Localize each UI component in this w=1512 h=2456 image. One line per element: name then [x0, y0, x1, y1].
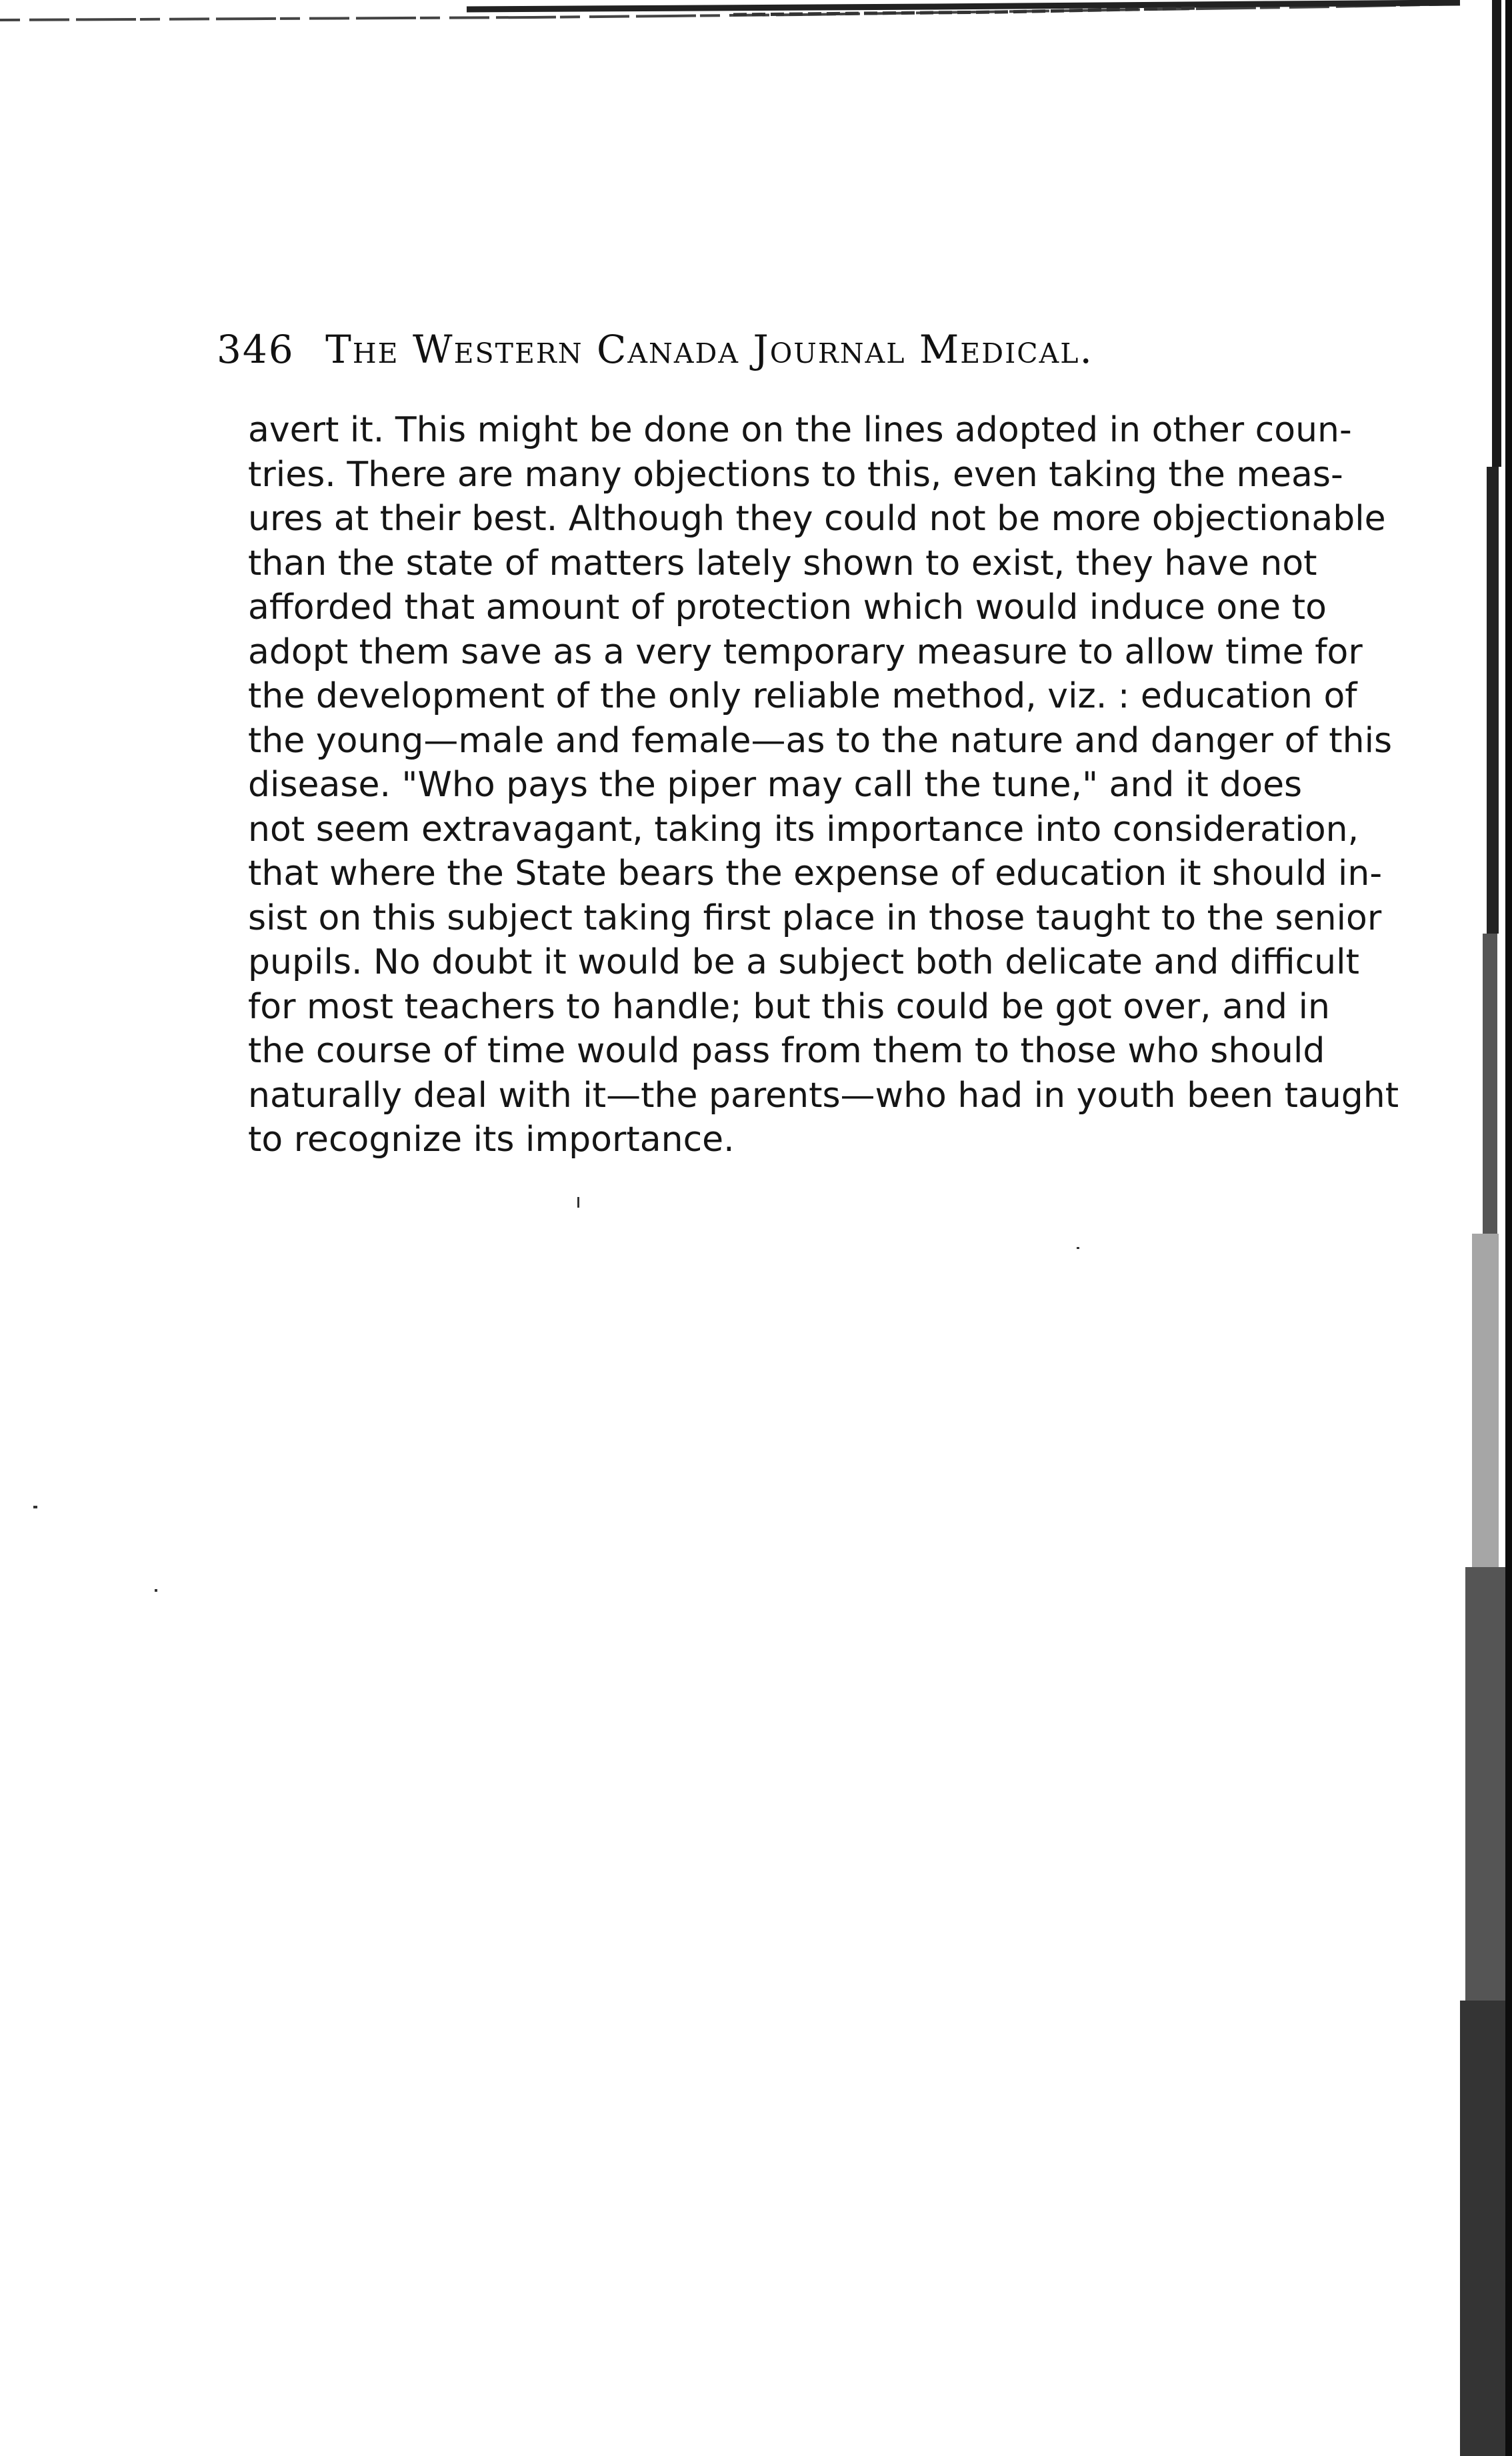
body-paragraph: [248, 408, 1399, 1162]
text-line: the young—male and female—as to the nature and danger of this: [248, 720, 1393, 761]
text-line: that where the State bears the expense of education it should in-: [248, 854, 1383, 894]
text-line: than the state of matters lately shown to exist, they have not: [248, 543, 1317, 583]
page-number: 346: [217, 327, 295, 372]
text-line: tries. There are many objections to this, even taking the meas-: [248, 454, 1343, 495]
stray-mark: [33, 1506, 37, 1508]
text-line: to recognize its importance.: [248, 1120, 735, 1160]
scan-edge-right: [1452, 0, 1512, 2456]
text-line: adopt them save as a very temporary measure to allow time for: [248, 632, 1363, 672]
text-line: sist on this subject taking first place in those taught to the senior: [248, 898, 1382, 938]
text-line: the development of the only reliable method, viz. : education of: [248, 676, 1357, 716]
stray-mark: [155, 1589, 157, 1592]
text-line: avert it. This might be done on the lines adopted in other coun-: [248, 410, 1352, 450]
text-line: ures at their best. Although they could not be more objectionable: [248, 499, 1386, 539]
stray-mark: [577, 1197, 579, 1208]
text-line: not seem extravagant, taking its importance into consideration,: [248, 809, 1359, 850]
text-line: for most teachers to handle; but this could be got over, and in: [248, 986, 1330, 1027]
running-title: The Western Canada Journal Medical.: [325, 327, 1093, 372]
text-line: afforded that amount of protection which would induce one to: [248, 587, 1327, 628]
text-line: pupils. No doubt it would be a subject both delicate and difficult: [248, 942, 1359, 982]
text-line: naturally deal with it—the parents—who had in youth been taught: [248, 1075, 1399, 1116]
page-header: [217, 327, 1310, 387]
text-line: disease. "Who pays the piper may call the tune," and it does: [248, 765, 1303, 805]
text-line: the course of time would pass from them to those who should: [248, 1031, 1325, 1071]
stray-mark: [1077, 1247, 1079, 1249]
scan-edge-top: [0, 0, 1512, 40]
